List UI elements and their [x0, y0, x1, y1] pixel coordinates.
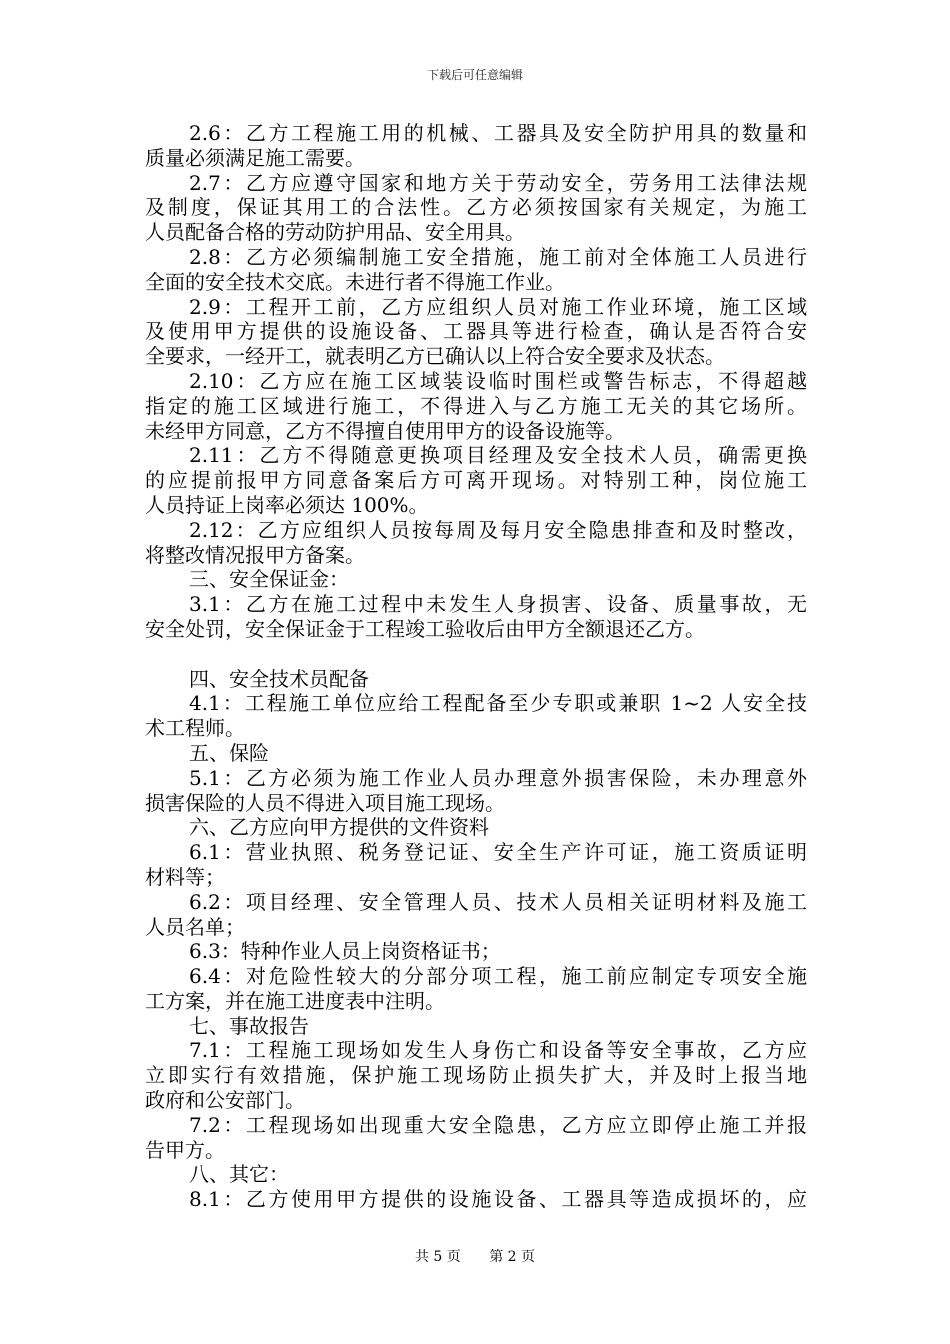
- text-line: 7.2：工程现场如出现重大安全隐患，乙方应立即停止施工并报: [189, 1112, 807, 1137]
- text-line: 将整改情况报甲方备案。: [145, 542, 365, 567]
- text-line: 工方案，并在施工进度表中注明。: [145, 988, 445, 1013]
- text-line: 2.10：乙方应在施工区域装设临时围栏或警告标志，不得超越: [189, 368, 807, 393]
- text-line: 4.1：工程施工单位应给工程配备至少专职或兼职 1~2 人安全技: [189, 691, 807, 716]
- text-line: 8.1：乙方使用甲方提供的设施设备、工器具等造成损坏的，应: [189, 1187, 807, 1212]
- current-page: 第 2 页: [489, 1249, 536, 1265]
- text-line: 2.7：乙方应遵守国家和地方关于劳动安全，劳务用工法律法规: [189, 170, 807, 195]
- text-line: 2.8：乙方必须编制施工安全措施，施工前对全体施工人员进行: [189, 244, 807, 269]
- text-line: 人员名单；: [145, 914, 245, 939]
- text-line: 六、乙方应向甲方提供的文件资料: [189, 815, 489, 840]
- text-line: 及使用甲方提供的设施设备、工器具等进行检查，确认是否符合安: [145, 319, 807, 344]
- text-line: 三、安全保证金：: [189, 567, 349, 592]
- total-pages: 共 5 页: [414, 1249, 461, 1265]
- text-line: 质量必须满足施工需要。: [145, 145, 365, 170]
- text-line: 2.6：乙方工程施工用的机械、工器具及安全防护用具的数量和: [189, 121, 807, 145]
- text-line: 2.9：工程开工前，乙方应组织人员对施工作业环境，施工区域: [189, 294, 807, 319]
- text-line: 3.1：乙方在施工过程中未发生人身损害、设备、质量事故，无: [189, 592, 807, 617]
- text-line: 6.1：营业执照、税务登记证、安全生产许可证，施工资质证明: [189, 840, 807, 865]
- text-line: 6.3：特种作业人员上岗资格证书；: [189, 939, 501, 964]
- text-line: 6.4：对危险性较大的分部分项工程，施工前应制定专项安全施: [189, 964, 807, 989]
- text-line: 安全处罚，安全保证金于工程竣工验收后由甲方全额退还乙方。: [145, 616, 705, 641]
- text-line: 7.1：工程施工现场如发生人身伤亡和设备等安全事故，乙方应: [189, 1038, 807, 1063]
- text-line: 指定的施工区域进行施工，不得进入与乙方施工无关的其它场所。: [145, 393, 807, 418]
- text-line: 未经甲方同意，乙方不得擅自使用甲方的设备设施等。: [145, 418, 625, 443]
- text-line: 政府和公安部门。: [145, 1088, 305, 1113]
- page-footer: [0, 1246, 950, 1266]
- text-line: 5.1：乙方必须为施工作业人员办理意外损害保险，未办理意外: [189, 765, 807, 790]
- text-line: 的应提前报甲方同意备案后方可离开现场。对特别工种，岗位施工: [145, 468, 807, 493]
- text-line: 立即实行有效措施，保护施工现场防止损失扩大，并及时上报当地: [145, 1063, 807, 1088]
- text-line: 6.2：项目经理、安全管理人员、技术人员相关证明材料及施工: [189, 889, 807, 914]
- text-line: 七、事故报告: [189, 1013, 309, 1038]
- text-line: 全要求，一经开工，就表明乙方已确认以上符合安全要求及状态。: [145, 344, 725, 369]
- text-line: 人员配备合格的劳动防护用品、安全用具。: [145, 220, 525, 245]
- text-line: 八、其它：: [189, 1162, 289, 1187]
- text-line: 全面的安全技术交底。未进行者不得施工作业。: [145, 269, 565, 294]
- blank-line: [145, 642, 807, 667]
- text-line: 四、安全技术员配备: [189, 666, 369, 691]
- text-line: 告甲方。: [145, 1137, 225, 1162]
- text-line: 损害保险的人员不得进入项目施工现场。: [145, 790, 505, 815]
- text-line: 2.12：乙方应组织人员按每周及每月安全隐患排查和及时整改，: [189, 517, 807, 542]
- text-line: 术工程师。: [145, 716, 245, 741]
- text-line: 2.11：乙方不得随意更换项目经理及安全技术人员，确需更换: [189, 443, 807, 468]
- document-body: [145, 121, 807, 1212]
- text-line: 五、保险: [189, 740, 269, 765]
- text-line: 人员持证上岗率必须达 100%。: [145, 492, 429, 517]
- page-header: 下载后可任意编辑: [426, 68, 523, 82]
- text-line: 材料等；: [145, 864, 225, 889]
- text-line: 及制度，保证其用工的合法性。乙方必须按国家有关规定，为施工: [145, 195, 807, 220]
